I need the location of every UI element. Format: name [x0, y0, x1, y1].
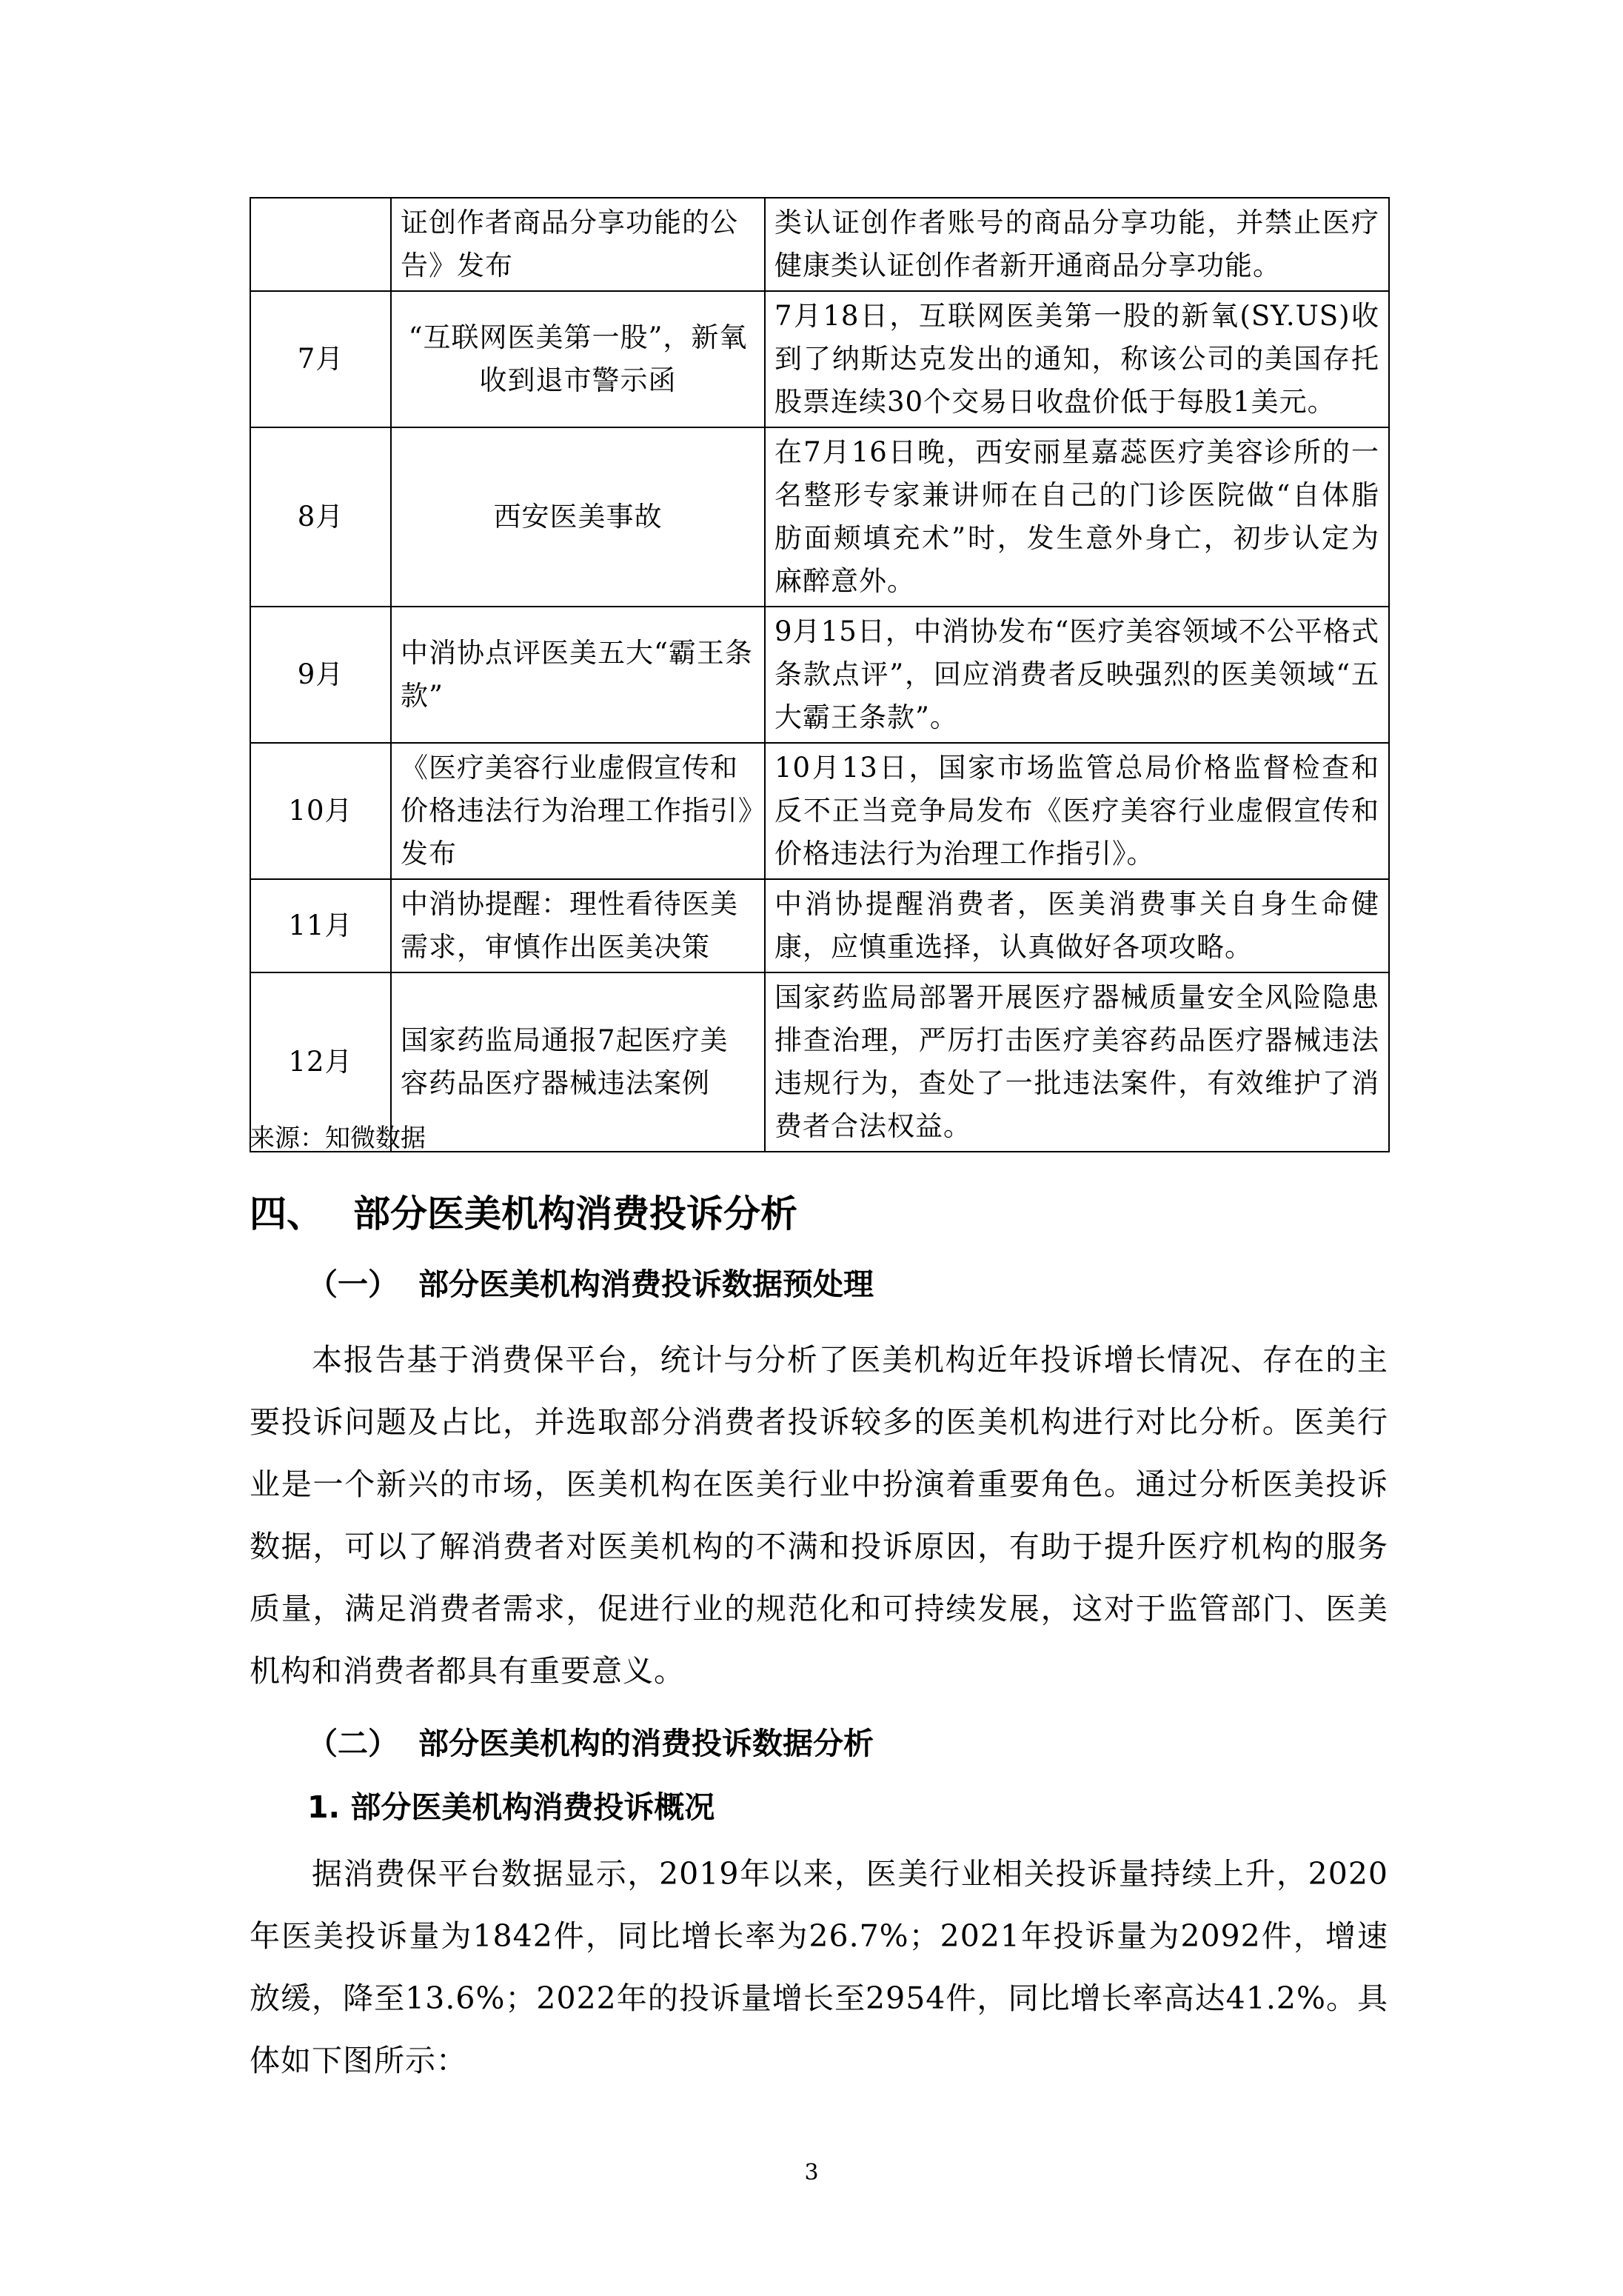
table-row — [250, 607, 1389, 743]
table-cell-month: 9月 — [250, 607, 391, 743]
table-source-note: 来源：知微数据 — [250, 1124, 426, 1153]
section-heading — [250, 1188, 797, 1240]
table-cell-event: “互联网医美第一股”，新氧收到退市警示函 — [391, 291, 765, 427]
table-cell-month: 12月 — [250, 972, 391, 1152]
table-cell-description: 7月18日，互联网医美第一股的新氧(SY.US)收到了纳斯达克发出的通知，称该公司的美国存托股票连续30个交易日收盘价低于每股1美元。 — [765, 291, 1389, 427]
body-paragraph: 据消费保平台数据显示，2019年以来，医美行业相关投诉量持续上升，2020年医美投诉量为1842件，同比增长率为26.7%；2021年投诉量为2092件，增速放缓，降至13.6%；2022年的投诉量增长至2954件，同比增长率高达41.2%。具体如下图所示： — [250, 1856, 1388, 2078]
table-cell-event: 证创作者商品分享功能的公告》发布 — [391, 198, 765, 291]
table-row — [250, 743, 1389, 879]
body-paragraph: 本报告基于消费保平台，统计与分析了医美机构近年投诉增长情况、存在的主要投诉问题及占比，并选取部分消费者投诉较多的医美机构进行对比分析。医美行业是一个新兴的市场，医美机构在医美行业中扮演着重要角色。通过分析医美投诉数据，可以了解消费者对医美机构的不满和投诉原因，有助于提升医疗机构的服务质量，满足消费者需求，促进行业的规范化和可持续发展，这对于监管部门、医美机构和消费者都具有重要意义。 — [250, 1342, 1388, 1689]
table-row — [250, 879, 1389, 972]
events-table — [250, 197, 1390, 1152]
table-row — [250, 427, 1389, 607]
subsection-heading — [307, 1262, 874, 1306]
table-cell-month: 10月 — [250, 743, 391, 879]
table-cell-event: 《医疗美容行业虚假宣传和价格违法行为治理工作指引》发布 — [391, 743, 765, 879]
table-cell-month: 8月 — [250, 427, 391, 607]
table-cell-event: 西安医美事故 — [391, 427, 765, 607]
table-cell-description: 类认证创作者账号的商品分享功能，并禁止医疗健康类认证创作者新开通商品分享功能。 — [765, 198, 1389, 291]
subsection-number: （二） — [307, 1726, 398, 1761]
table-cell-month — [250, 198, 391, 291]
table-cell-event: 中消协点评医美五大“霸王条款” — [391, 607, 765, 743]
table-cell-event: 中消协提醒：理性看待医美需求，审慎作出医美决策 — [391, 879, 765, 972]
table-cell-event: 国家药监局通报7起医疗美容药品医疗器械违法案例 — [391, 972, 765, 1152]
table-cell-description: 中消协提醒消费者，医美消费事关自身生命健康，应慎重选择，认真做好各项攻略。 — [765, 879, 1389, 972]
subsection-heading — [307, 1721, 874, 1766]
section-number: 四、 — [250, 1192, 324, 1235]
table-cell-description: 在7月16日晚，西安丽星嘉蕊医疗美容诊所的一名整形专家兼讲师在自己的门诊医院做“自体脂肪面颊填充术”时，发生意外身亡，初步认定为麻醉意外。 — [765, 427, 1389, 607]
table-cell-description: 10月13日，国家市场监管总局价格监督检查和反不正当竞争局发布《医疗美容行业虚假宣传和价格违法行为治理工作指引》。 — [765, 743, 1389, 879]
sub-subsection-heading: 1. 部分医美机构消费投诉概况 — [307, 1789, 715, 1825]
page-number: 3 — [804, 2160, 819, 2186]
table-cell-month: 7月 — [250, 291, 391, 427]
subsection-title: 部分医美机构消费投诉数据预处理 — [418, 1267, 874, 1302]
subsection-title: 部分医美机构的消费投诉数据分析 — [418, 1726, 874, 1761]
subsection-number: （一） — [307, 1267, 398, 1302]
table-cell-description: 国家药监局部署开展医疗器械质量安全风险隐患排查治理，严厉打击医疗美容药品医疗器械违法违规行为，查处了一批违法案件，有效维护了消费者合法权益。 — [765, 972, 1389, 1152]
table-row — [250, 291, 1389, 427]
table-row — [250, 198, 1389, 291]
section-title: 部分医美机构消费投诉分析 — [353, 1192, 797, 1235]
table-cell-description: 9月15日，中消协发布“医疗美容领域不公平格式条款点评”，回应消费者反映强烈的医美领域“五大霸王条款”。 — [765, 607, 1389, 743]
table-cell-month: 11月 — [250, 879, 391, 972]
